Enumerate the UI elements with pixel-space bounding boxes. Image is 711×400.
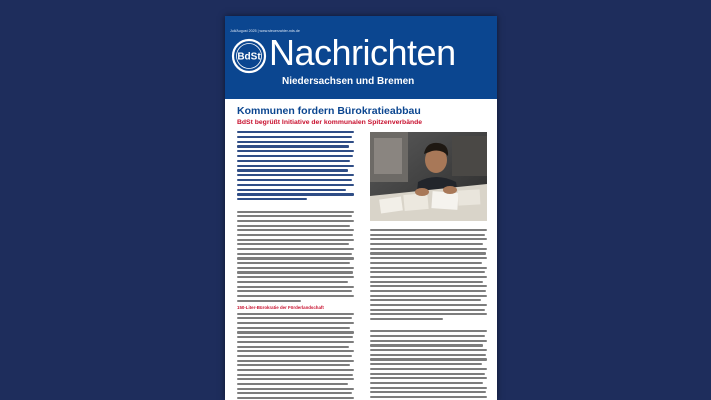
logo-text: BdSt [237,51,261,63]
section-heading: 150-Liter-Bürokratie der Förderlandschaft [237,304,324,310]
masthead-title: Nachrichten [269,32,456,73]
left-column [237,131,354,400]
article-headline: Kommunen fordern Bürokratieabbau [237,105,421,117]
right-column [370,229,487,400]
bdst-logo-icon [231,38,267,74]
article-photo [370,132,487,221]
intro-paragraph [237,131,354,200]
article-subheadline: BdSt begrüßt Initiative der kommunalen Spitzenverbände [237,119,423,126]
office-worker-photo [370,132,487,221]
masthead-subtitle: Niedersachsen und Bremen [282,76,415,87]
body-text-block-2 [237,313,354,400]
newsletter-page [225,16,497,400]
issue-line: Juli/August 2025 | www.steuerzahler-nds.de [230,29,300,33]
body-text-block-1 [237,203,354,302]
masthead [225,16,497,99]
body-text-block-3 [370,229,487,400]
